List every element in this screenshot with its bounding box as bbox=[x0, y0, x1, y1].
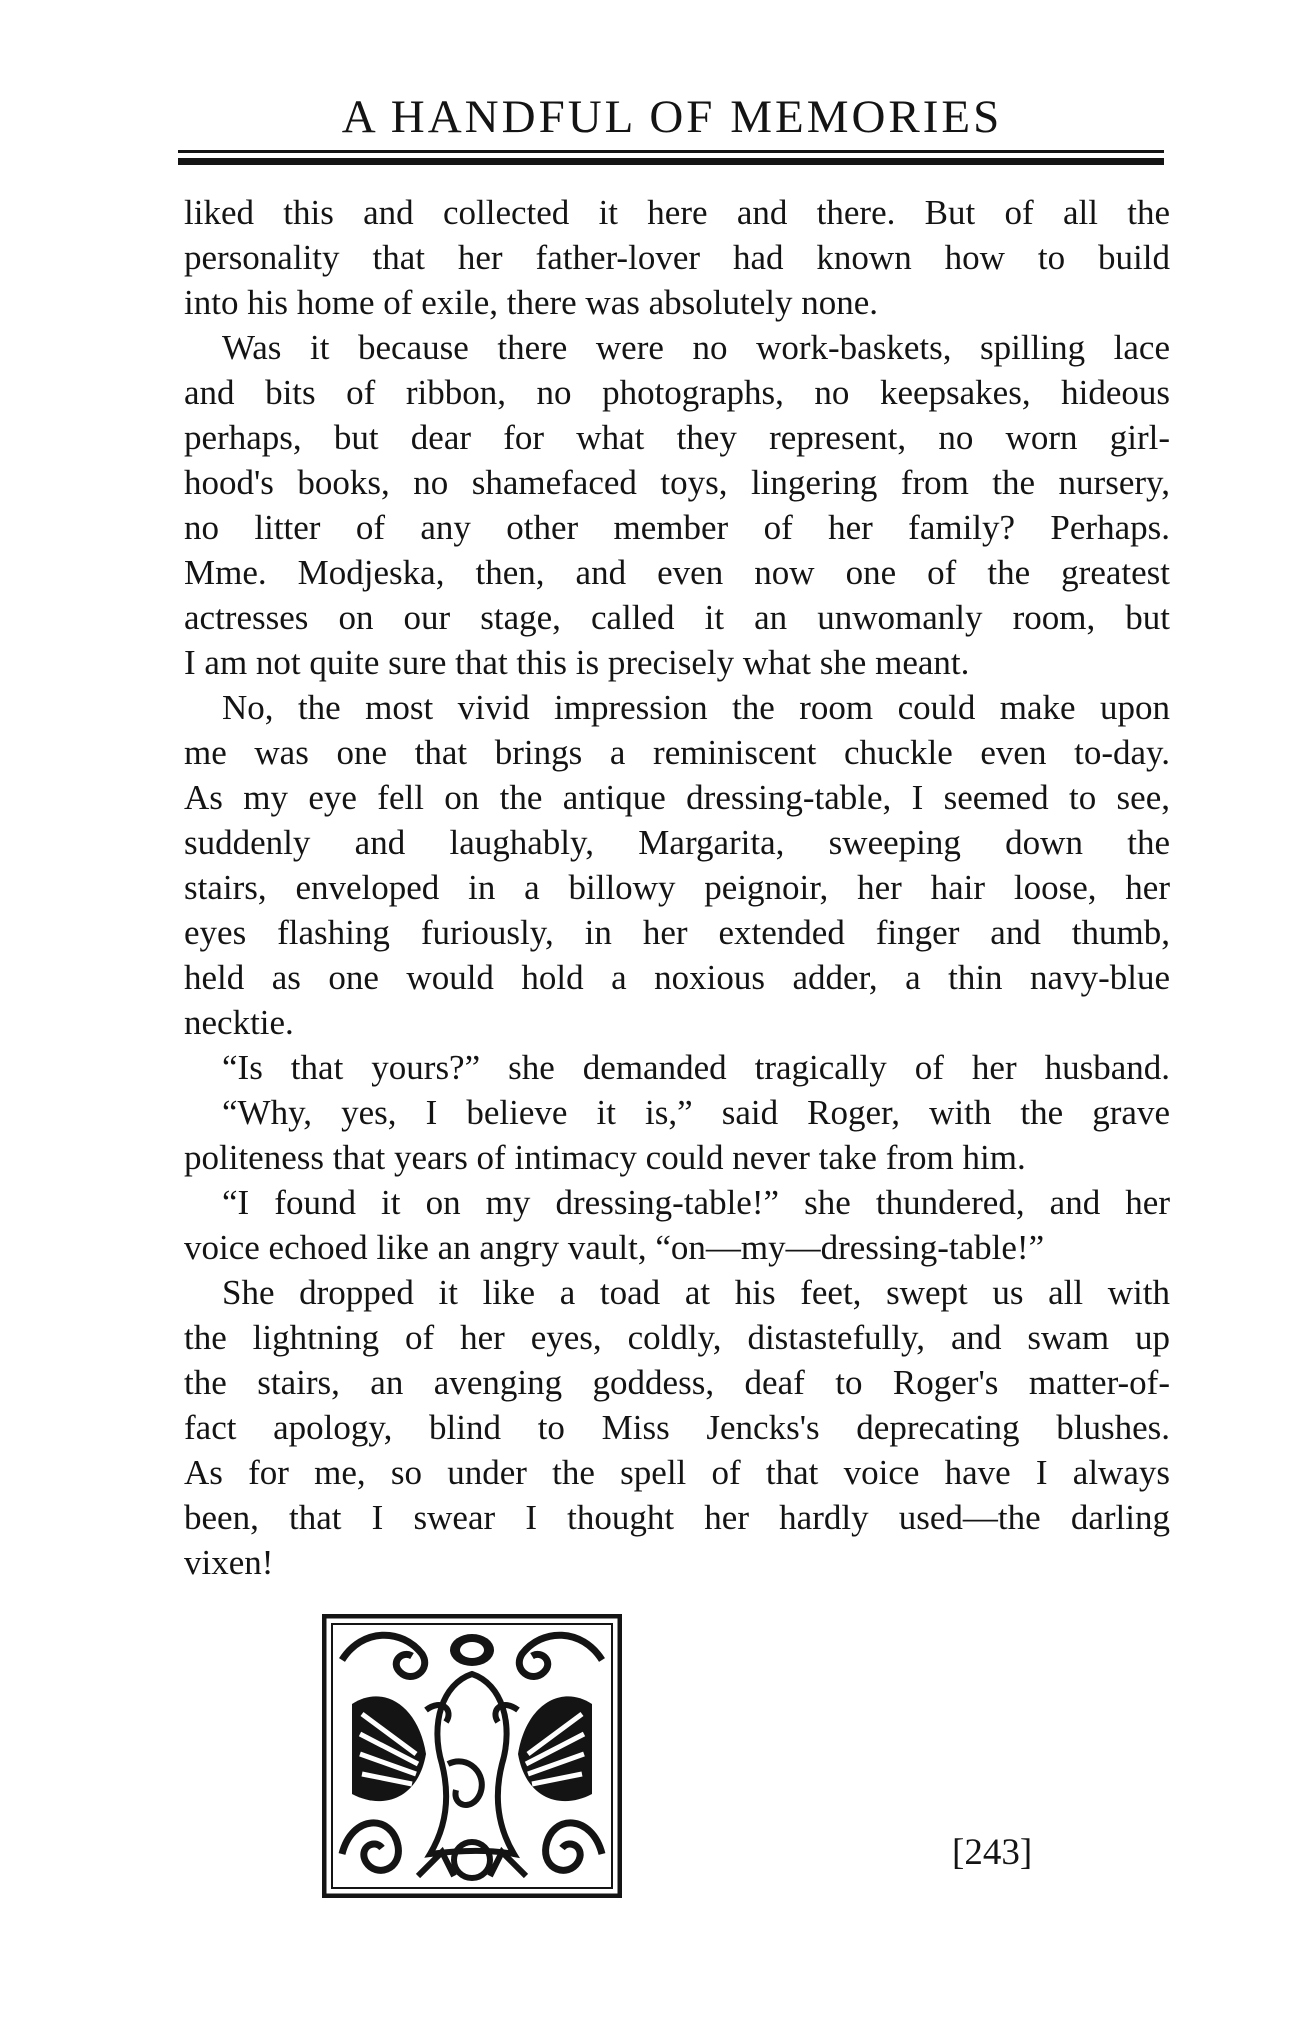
text-line: personality that her father-lover had known how to build bbox=[184, 238, 1170, 277]
text-line: stairs, enveloped in a billowy peignoir, her hair loose, her bbox=[184, 868, 1170, 907]
text-line: into his home of exile, there was absolutely none. bbox=[184, 283, 879, 322]
text-line: Was it because there were no work-baskets, spilling lace bbox=[222, 328, 1170, 367]
text-line: As my eye fell on the antique dressing-table, I seemed to see, bbox=[184, 778, 1170, 817]
text-line: fact apology, blind to Miss Jencks's deprecating blushes. bbox=[184, 1408, 1170, 1447]
text-line: and bits of ribbon, no photographs, no keepsakes, hideous bbox=[184, 373, 1170, 412]
text-line: eyes flashing furiously, in her extended finger and thumb, bbox=[184, 913, 1170, 952]
text-line: Mme. Modjeska, then, and even now one of the greatest bbox=[184, 553, 1170, 592]
page-number: [243] bbox=[952, 1832, 1033, 1873]
text-line: the stairs, an avenging goddess, deaf to Roger's matter-of- bbox=[184, 1363, 1170, 1402]
text-line: liked this and collected it here and there. But of all the bbox=[184, 193, 1170, 232]
text-line: vixen! bbox=[184, 1543, 274, 1582]
text-line: the lightning of her eyes, coldly, distastefully, and swam up bbox=[184, 1318, 1170, 1357]
text-line: voice echoed like an angry vault, “on—my—dressing-table!” bbox=[184, 1228, 1045, 1267]
running-head: A HANDFUL OF MEMORIES bbox=[341, 91, 1003, 143]
text-line: hood's books, no shamefaced toys, lingering from the nursery, bbox=[184, 463, 1170, 502]
text-line: As for me, so under the spell of that voice have I always bbox=[184, 1453, 1170, 1492]
text-line: I am not quite sure that this is precisely what she meant. bbox=[184, 643, 970, 682]
text-line: me was one that brings a reminiscent chuckle even to-day. bbox=[184, 733, 1170, 772]
body-text bbox=[184, 190, 1170, 1585]
header-rule-thick bbox=[178, 158, 1164, 165]
text-line: held as one would hold a noxious adder, a thin navy-blue bbox=[184, 958, 1170, 997]
text-line: politeness that years of intimacy could never take from him. bbox=[184, 1138, 1026, 1177]
text-line: necktie. bbox=[184, 1003, 294, 1042]
text-line: No, the most vivid impression the room could make upon bbox=[222, 688, 1170, 727]
text-line: actresses on our stage, called it an unwomanly room, but bbox=[184, 598, 1170, 637]
tailpiece-ornament-icon bbox=[322, 1614, 622, 1898]
header-rule-thin bbox=[178, 150, 1164, 153]
text-line: no litter of any other member of her family? Perhaps. bbox=[184, 508, 1170, 547]
text-line: been, that I swear I thought her hardly used—the darling bbox=[184, 1498, 1170, 1537]
text-line: “Is that yours?” she demanded tragically of her husband. bbox=[222, 1048, 1170, 1087]
text-line: “Why, yes, I believe it is,” said Roger, with the grave bbox=[222, 1093, 1170, 1132]
text-line: perhaps, but dear for what they represent, no worn girl- bbox=[184, 418, 1170, 457]
text-line: She dropped it like a toad at his feet, swept us all with bbox=[222, 1273, 1170, 1312]
text-line: “I found it on my dressing-table!” she thundered, and her bbox=[222, 1183, 1170, 1222]
text-line: suddenly and laughably, Margarita, sweeping down the bbox=[184, 823, 1170, 862]
